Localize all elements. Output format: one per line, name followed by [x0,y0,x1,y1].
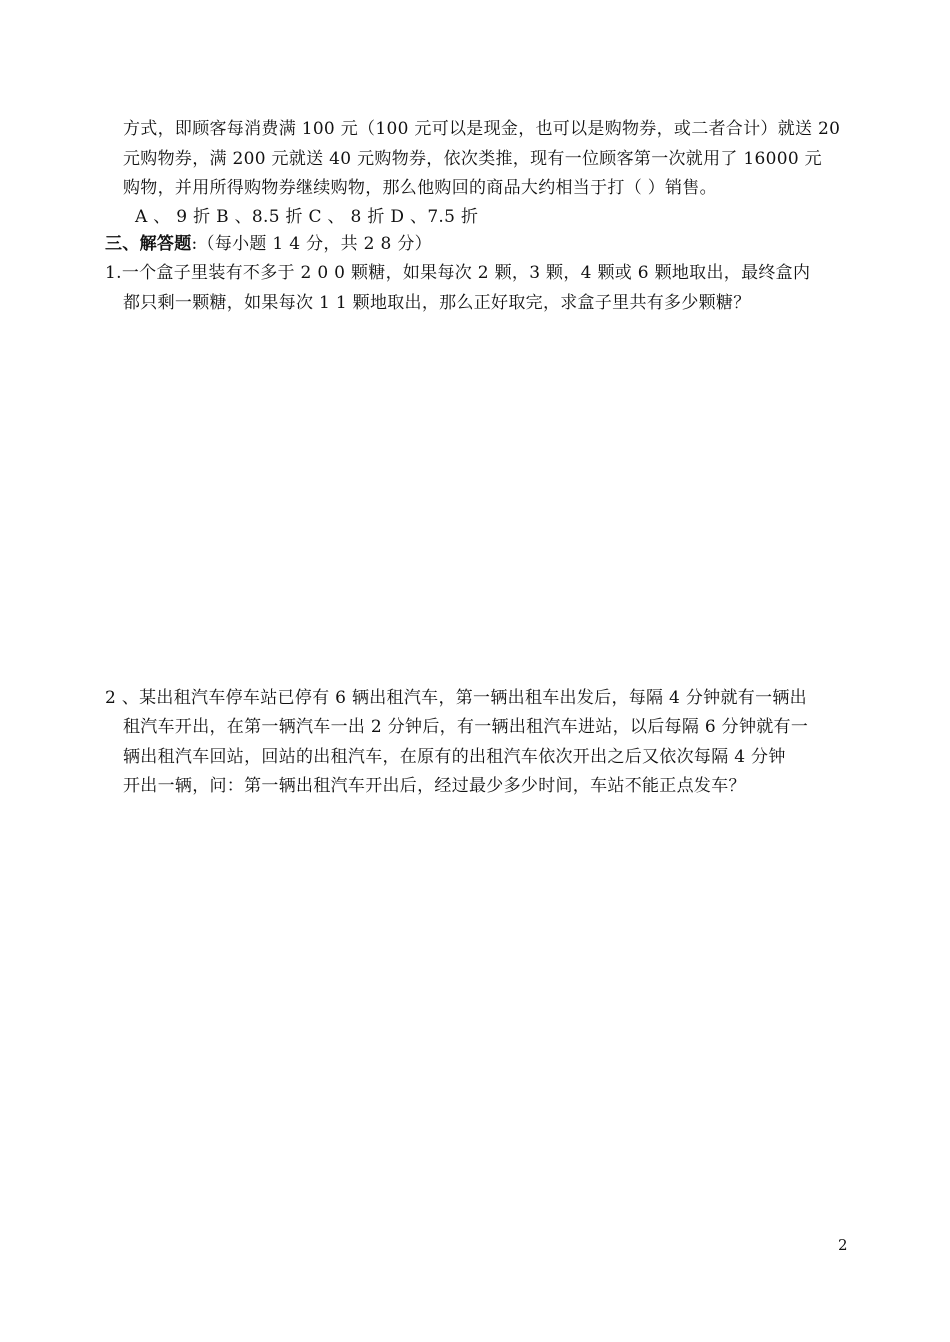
q2-line-4: 开出一辆，问：第一辆出租汽车开出后，经过最少多少时间，车站不能正点发车？ [123,776,746,796]
continuation-line-2: 元购物券，满 200 元就送 40 元购物券，依次类推，现有一位顾客第一次就用了 16000 元 [123,149,822,169]
section-heading [105,233,432,255]
page-number: 2 [838,1236,848,1254]
q2-line-1: 2 、某出租汽车停车站已停有 6 辆出租汽车，第一辆出租车出发后，每隔 4 分钟就有一辆出 [105,688,807,708]
continuation-line-1: 方式，即顾客每消费满 100 元（100 元可以是现金，也可以是购物券，或二者合计）就送 20 [123,119,841,139]
section-title: 三、解答题 [105,234,192,254]
q2-line-2: 租汽车开出，在第一辆汽车一出 2 分钟后，有一辆出租汽车进站，以后每隔 6 分钟就有一 [123,717,809,737]
answer-options: A 、 9 折 B 、8.5 折 C 、 8 折 D 、7.5 折 [135,207,479,227]
q1-line-2: 都只剩一颗糖，如果每次 1 1 颗地取出，那么正好取完，求盒子里共有多少颗糖？ [123,293,751,313]
q2-line-3: 辆出租汽车回站，回站的出租汽车，在原有的出租汽车依次开出之后又依次每隔 4 分钟 [123,747,786,767]
q1-line-1: 1.一个盒子里装有不多于 2 0 0 颗糖，如果每次 2 颗，3 颗，4 颗或 6 颗地取出，最终盒内 [105,263,811,283]
section-scoring-note: :（每小题 1 4 分，共 2 8 分） [191,234,432,254]
continuation-line-3: 购物，并用所得购物券继续购物，那么他购回的商品大约相当于打（ ）销售。 [123,178,717,198]
